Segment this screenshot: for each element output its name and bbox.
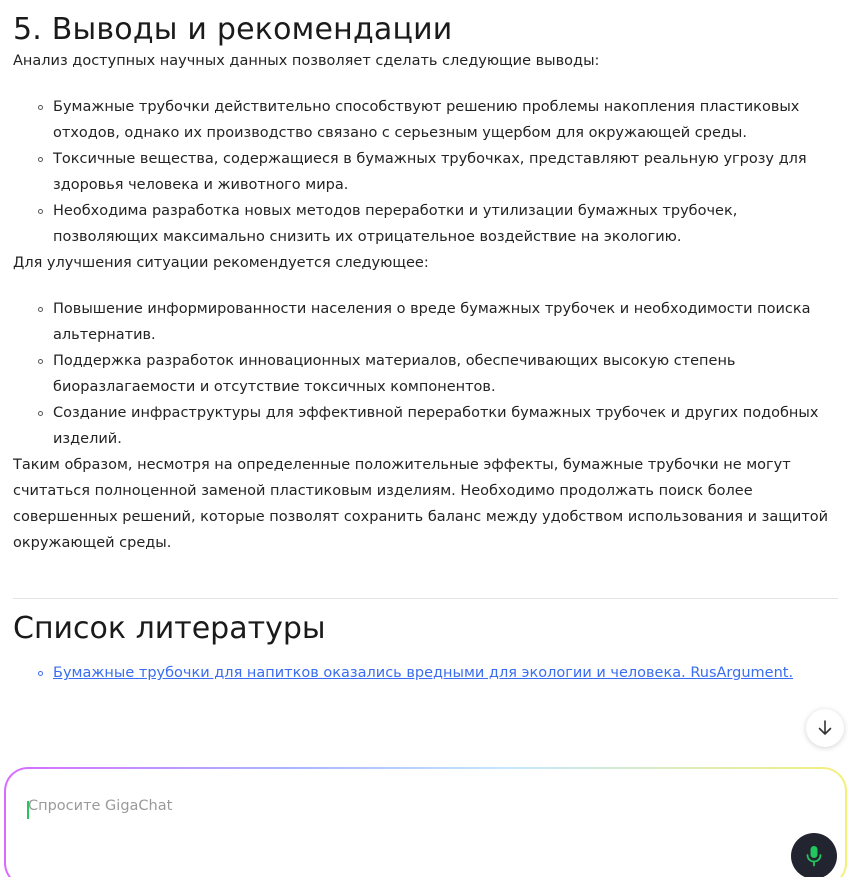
list-item-text: Поддержка разработок инновационных материалов, обеспечивающих высокую степень биоразлагаемости и отсутствие токсичных компонентов. bbox=[53, 353, 736, 395]
section-divider bbox=[13, 598, 838, 599]
conclusions-intro: Анализ доступных научных данных позволяет сделать следующие выводы: bbox=[13, 53, 600, 69]
bullet-icon bbox=[38, 157, 43, 162]
list-item bbox=[53, 400, 838, 452]
message-content bbox=[13, 0, 838, 686]
list-item-text: Создание инфраструктуры для эффективной переработки бумажных трубочек и других подобных изделий. bbox=[53, 405, 819, 447]
arrow-down-icon bbox=[816, 719, 834, 737]
scroll-down-button[interactable] bbox=[806, 709, 844, 747]
reference-item bbox=[53, 660, 838, 686]
chat-input[interactable] bbox=[26, 797, 770, 815]
bullet-icon bbox=[38, 411, 43, 416]
chat-input-container bbox=[4, 767, 847, 877]
chat-input-box bbox=[6, 769, 845, 877]
list-item bbox=[53, 198, 838, 250]
bullet-icon bbox=[38, 359, 43, 364]
recommendations-intro: Для улучшения ситуации рекомендуется следующее: bbox=[13, 255, 429, 271]
conclusions-list bbox=[13, 94, 838, 250]
references-list bbox=[13, 660, 838, 686]
section-heading: 5. Выводы и рекомендации bbox=[13, 12, 453, 47]
list-item-text: Бумажные трубочки действительно способствуют решению проблемы накопления пластиковых отходов, однако их производство связано с серьезным ущербом для окружающей среды. bbox=[53, 99, 800, 141]
microphone-icon bbox=[805, 845, 823, 867]
list-item bbox=[53, 94, 838, 146]
bullet-icon bbox=[38, 671, 43, 676]
references-heading: Список литературы bbox=[13, 611, 326, 646]
reference-link[interactable]: Бумажные трубочки для напитков оказались вредными для экологии и человека. RusArgument. bbox=[53, 665, 794, 681]
list-item-text: Повышение информированности населения о вреде бумажных трубочек и необходимости поиска альтернатив. bbox=[53, 301, 811, 343]
list-item-text: Необходима разработка новых методов переработки и утилизации бумажных трубочек, позволяющих максимально снизить их отрицательное воздействие на экологию. bbox=[53, 203, 738, 245]
list-item-text: Токсичные вещества, содержащиеся в бумажных трубочках, представляют реальную угрозу для здоровья человека и животного мира. bbox=[53, 151, 807, 193]
conclusion-paragraph: Таким образом, несмотря на определенные положительные эффекты, бумажные трубочки не могут считаться полноценной заменой пластиковым изделиям. Необходимо продолжать поиск более совершенных решений, которые позволят сохранить баланс между удобством использования и защитой окружающей среды. bbox=[13, 457, 829, 551]
bullet-icon bbox=[38, 209, 43, 214]
recommendations-list bbox=[13, 296, 838, 452]
list-item bbox=[53, 146, 838, 198]
bullet-icon bbox=[38, 307, 43, 312]
voice-input-button[interactable] bbox=[791, 833, 837, 877]
list-item bbox=[53, 348, 838, 400]
list-item bbox=[53, 296, 838, 348]
bullet-icon bbox=[38, 105, 43, 110]
